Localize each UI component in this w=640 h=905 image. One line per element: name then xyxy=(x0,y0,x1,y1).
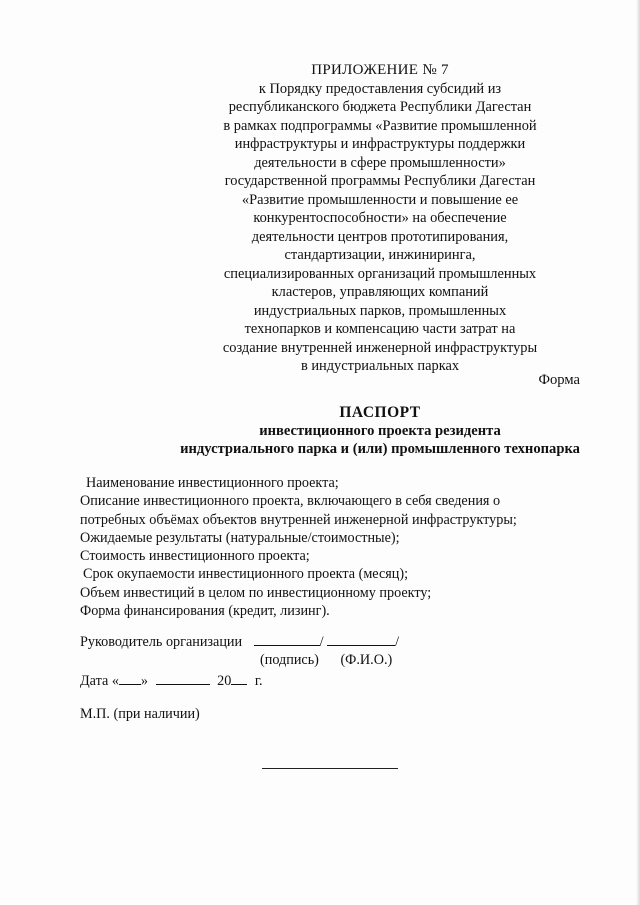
appendix-line: государственной программы Республики Дагестан xyxy=(224,173,536,189)
signature-block xyxy=(80,632,600,690)
appendix-line: индустриальных парков, промышленных xyxy=(253,302,507,319)
appendix-line: в индустриальных парках xyxy=(300,358,460,374)
passport-subtitle: инвестиционного проекта резидента xyxy=(259,423,501,439)
appendix-line: «Развитие промышленности и повышение ее xyxy=(241,191,519,208)
appendix-line: стандартизации, инжиниринга, xyxy=(284,247,476,263)
field-item: Объем инвестиций в целом по инвестиционному проекту; xyxy=(80,584,432,601)
field-item: Стоимость инвестиционного проекта; xyxy=(80,548,310,565)
bottom-signature-line xyxy=(262,768,398,769)
signature-blank[interactable] xyxy=(254,632,320,646)
appendix-line: в рамках подпрограммы «Развитие промышленной xyxy=(223,117,537,134)
date-label: Дата « xyxy=(80,672,119,689)
field-item: Описание инвестиционного проекта, включающего в себя сведения о xyxy=(80,493,501,510)
year-suffix: г. xyxy=(254,672,263,689)
appendix-line: к Порядку предоставления субсидий из xyxy=(258,80,502,97)
caption-signature: (подпись) xyxy=(260,652,319,669)
date-row xyxy=(80,671,600,690)
field-item: потребных объёмах объектов внутренней инженерной инфраструктуры; xyxy=(80,511,517,528)
stamp-label: М.П. (при наличии) xyxy=(80,706,200,722)
appendix-line: республиканского бюджета Республики Дагестан xyxy=(228,99,532,115)
signature-separator: / xyxy=(395,634,400,650)
passport-title: ПАСПОРТ xyxy=(339,404,421,421)
passport-heading xyxy=(80,404,640,458)
passport-subtitle: индустриального парка и (или) промышленного технопарка xyxy=(180,441,580,457)
year-blank[interactable] xyxy=(231,671,247,685)
appendix-line: деятельности центров прототипирования, xyxy=(251,228,509,245)
appendix-header xyxy=(210,61,550,376)
appendix-line: технопарков и компенсацию части затрат на xyxy=(244,321,516,337)
appendix-title: ПРИЛОЖЕНИЕ № 7 xyxy=(311,62,449,78)
signature-captions xyxy=(80,651,600,669)
appendix-line: создание внутренней инженерной инфраструктуры xyxy=(222,339,538,356)
month-blank[interactable] xyxy=(156,671,210,685)
field-item: Наименование инвестиционного проекта; xyxy=(86,475,339,491)
name-blank[interactable] xyxy=(327,632,395,646)
signature-label: Руководитель организации xyxy=(80,634,243,650)
field-item: Форма финансирования (кредит, лизинг). xyxy=(80,603,330,620)
appendix-line: специализированных организаций промышленных xyxy=(223,265,537,282)
appendix-line: кластеров, управляющих компаний xyxy=(271,284,489,300)
appendix-line: инфраструктуры и инфраструктуры поддержки xyxy=(234,136,526,152)
appendix-line: деятельности в сфере промышленности» xyxy=(254,154,506,171)
form-label: Форма xyxy=(538,372,580,388)
scan-edge xyxy=(636,0,640,905)
passport-fields xyxy=(80,474,600,620)
signature-separator: / xyxy=(319,634,324,650)
appendix-line: конкурентоспособности» на обеспечение xyxy=(253,210,507,226)
field-item: Срок окупаемости инвестиционного проекта (месяц); xyxy=(83,566,409,583)
field-item: Ожидаемые результаты (натуральные/стоимостные); xyxy=(80,529,400,546)
date-close-quote: » xyxy=(140,672,149,689)
day-blank[interactable] xyxy=(119,671,141,685)
year-prefix: 20 xyxy=(217,672,232,689)
caption-name: (Ф.И.О.) xyxy=(340,652,393,669)
signature-row xyxy=(80,632,600,651)
